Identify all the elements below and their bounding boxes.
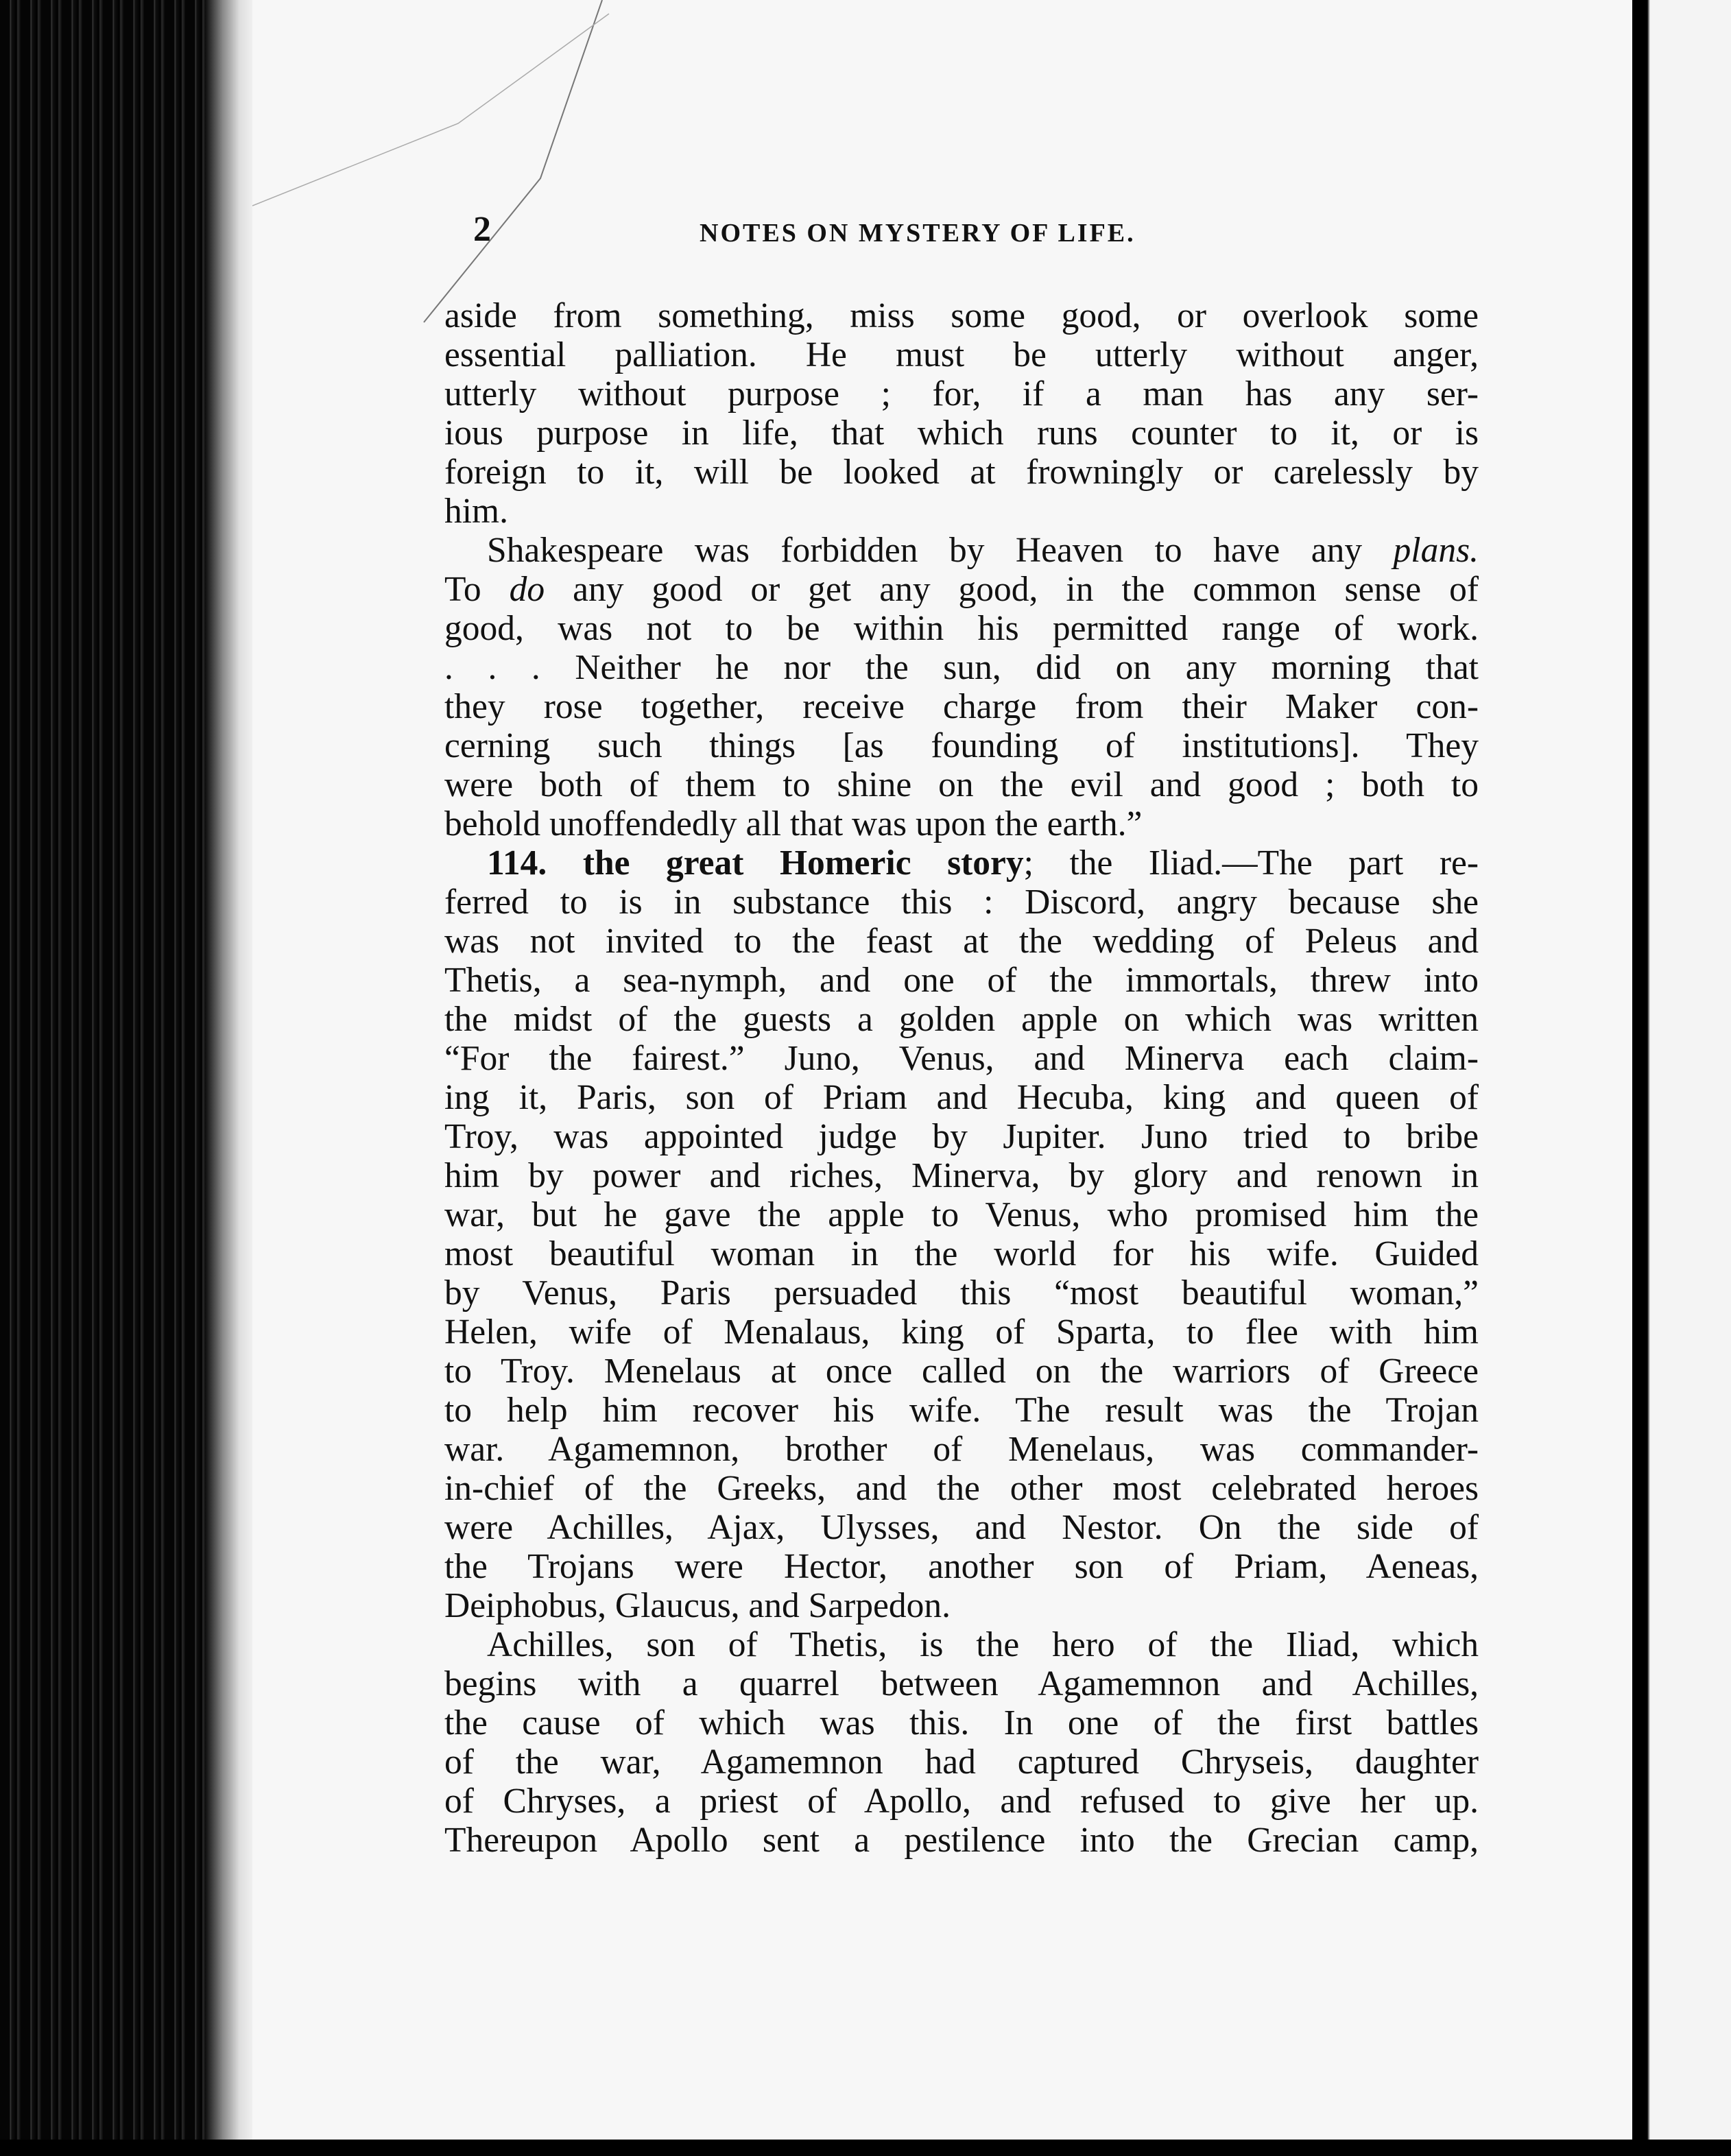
pencil-marks <box>252 0 664 329</box>
text-line: of the war, Agamemnon had captured Chryseis, daughter <box>444 1742 1479 1782</box>
text-line: most beautiful woman in the world for his wife. Guided <box>444 1234 1479 1273</box>
text-line <box>444 531 1479 570</box>
text-run: ; the Iliad.—The part re- <box>1023 843 1479 883</box>
text-run: Shakespeare was forbidden by Heaven to have any <box>487 531 1394 570</box>
text-line: utterly without purpose ; for, if a man has any ser- <box>444 374 1479 414</box>
text-line: Helen, wife of Menalaus, king of Sparta, to flee with him <box>444 1313 1479 1352</box>
text-line: “For the fairest.” Juno, Venus, and Minerva each claim- <box>444 1039 1479 1078</box>
text-line: to help him recover his wife. The result was the Trojan <box>444 1391 1479 1430</box>
text-line: begins with a quarrel between Agamemnon and Achilles, <box>444 1664 1479 1703</box>
adjacent-page-edge <box>1632 0 1731 2156</box>
text-line: cerning such things [as founding of institutions]. They <box>444 726 1479 765</box>
text-line: ious purpose in life, that which runs counter to it, or is <box>444 414 1479 453</box>
scan-bottom-edge <box>0 2140 1731 2156</box>
text-line: by Venus, Paris persuaded this “most beautiful woman,” <box>444 1273 1479 1313</box>
text-line: were both of them to shine on the evil and good ; both to <box>444 765 1479 804</box>
page-gutter <box>206 0 254 2156</box>
emphasis-plans: plans. <box>1393 531 1479 570</box>
text-line: good, was not to be within his permitted range of work. <box>444 609 1479 648</box>
text-line: behold unoffendedly all that was upon the earth.” <box>444 804 1143 843</box>
text-line: in-chief of the Greeks, and the other most celebrated heroes <box>444 1469 1479 1508</box>
text-line: the Trojans were Hector, another son of Priam, Aeneas, <box>444 1547 1479 1586</box>
text-line: ferred to is in substance this : Discord, angry because she <box>444 883 1479 922</box>
text-line: to Troy. Menelaus at once called on the warriors of Greece <box>444 1352 1479 1391</box>
paragraph-2 <box>444 531 1479 843</box>
text-line: was not invited to the feast at the wedding of Peleus and <box>444 922 1479 961</box>
text-line <box>444 843 1479 883</box>
book-spine <box>0 0 233 2156</box>
paragraph-3-note-114 <box>444 843 1479 1625</box>
paragraph-1 <box>444 296 1479 531</box>
text-line <box>444 570 1479 609</box>
page-number: 2 <box>473 210 491 249</box>
text-line: aside from something, miss some good, or overlook some <box>444 296 1479 335</box>
text-run: any good or get any good, in the common sense of <box>545 570 1479 609</box>
text-line: war, but he gave the apple to Venus, who promised him the <box>444 1195 1479 1234</box>
text-line: Thereupon Apollo sent a pestilence into the Grecian camp, <box>444 1821 1479 1860</box>
text-line: . . . Neither he nor the sun, did on any morning that <box>444 648 1479 687</box>
text-line: they rose together, receive charge from their Maker con- <box>444 687 1479 726</box>
text-line: the cause of which was this. In one of the first battles <box>444 1703 1479 1742</box>
emphasis-do: do <box>509 570 545 609</box>
text-line: essential palliation. He must be utterly without anger, <box>444 335 1479 374</box>
text-line: foreign to it, will be looked at frowningly or carelessly by <box>444 453 1479 492</box>
text-line: Deiphobus, Glaucus, and Sarpedon. <box>444 1586 951 1625</box>
pencil-stroke <box>252 14 609 206</box>
text-run: To <box>444 570 510 609</box>
text-line: were Achilles, Ajax, Ulysses, and Nestor. On the side of <box>444 1508 1479 1547</box>
body-text <box>444 296 1479 1860</box>
text-line: war. Agamemnon, brother of Menelaus, was commander- <box>444 1430 1479 1469</box>
text-line: him by power and riches, Minerva, by glory and renown in <box>444 1156 1479 1195</box>
paragraph-4 <box>444 1625 1479 1860</box>
text-line: of Chryses, a priest of Apollo, and refused to give her up. <box>444 1782 1479 1821</box>
text-line: Troy, was appointed judge by Jupiter. Juno tried to bribe <box>444 1117 1479 1156</box>
note-number: 114. <box>487 843 547 883</box>
text-line: him. <box>444 492 508 531</box>
text-line: Thetis, a sea-nymph, and one of the immortals, threw into <box>444 961 1479 1000</box>
pencil-stroke <box>424 0 602 322</box>
text-line: ing it, Paris, son of Priam and Hecuba, king and queen of <box>444 1078 1479 1117</box>
text-line: the midst of the guests a golden apple on which was written <box>444 1000 1479 1039</box>
text-line: Achilles, son of Thetis, is the hero of the Iliad, which <box>487 1625 1479 1664</box>
running-title-text: NOTES ON MYSTERY OF LIFE. <box>700 219 1136 248</box>
note-heading: the great Homeric story <box>582 843 1024 883</box>
